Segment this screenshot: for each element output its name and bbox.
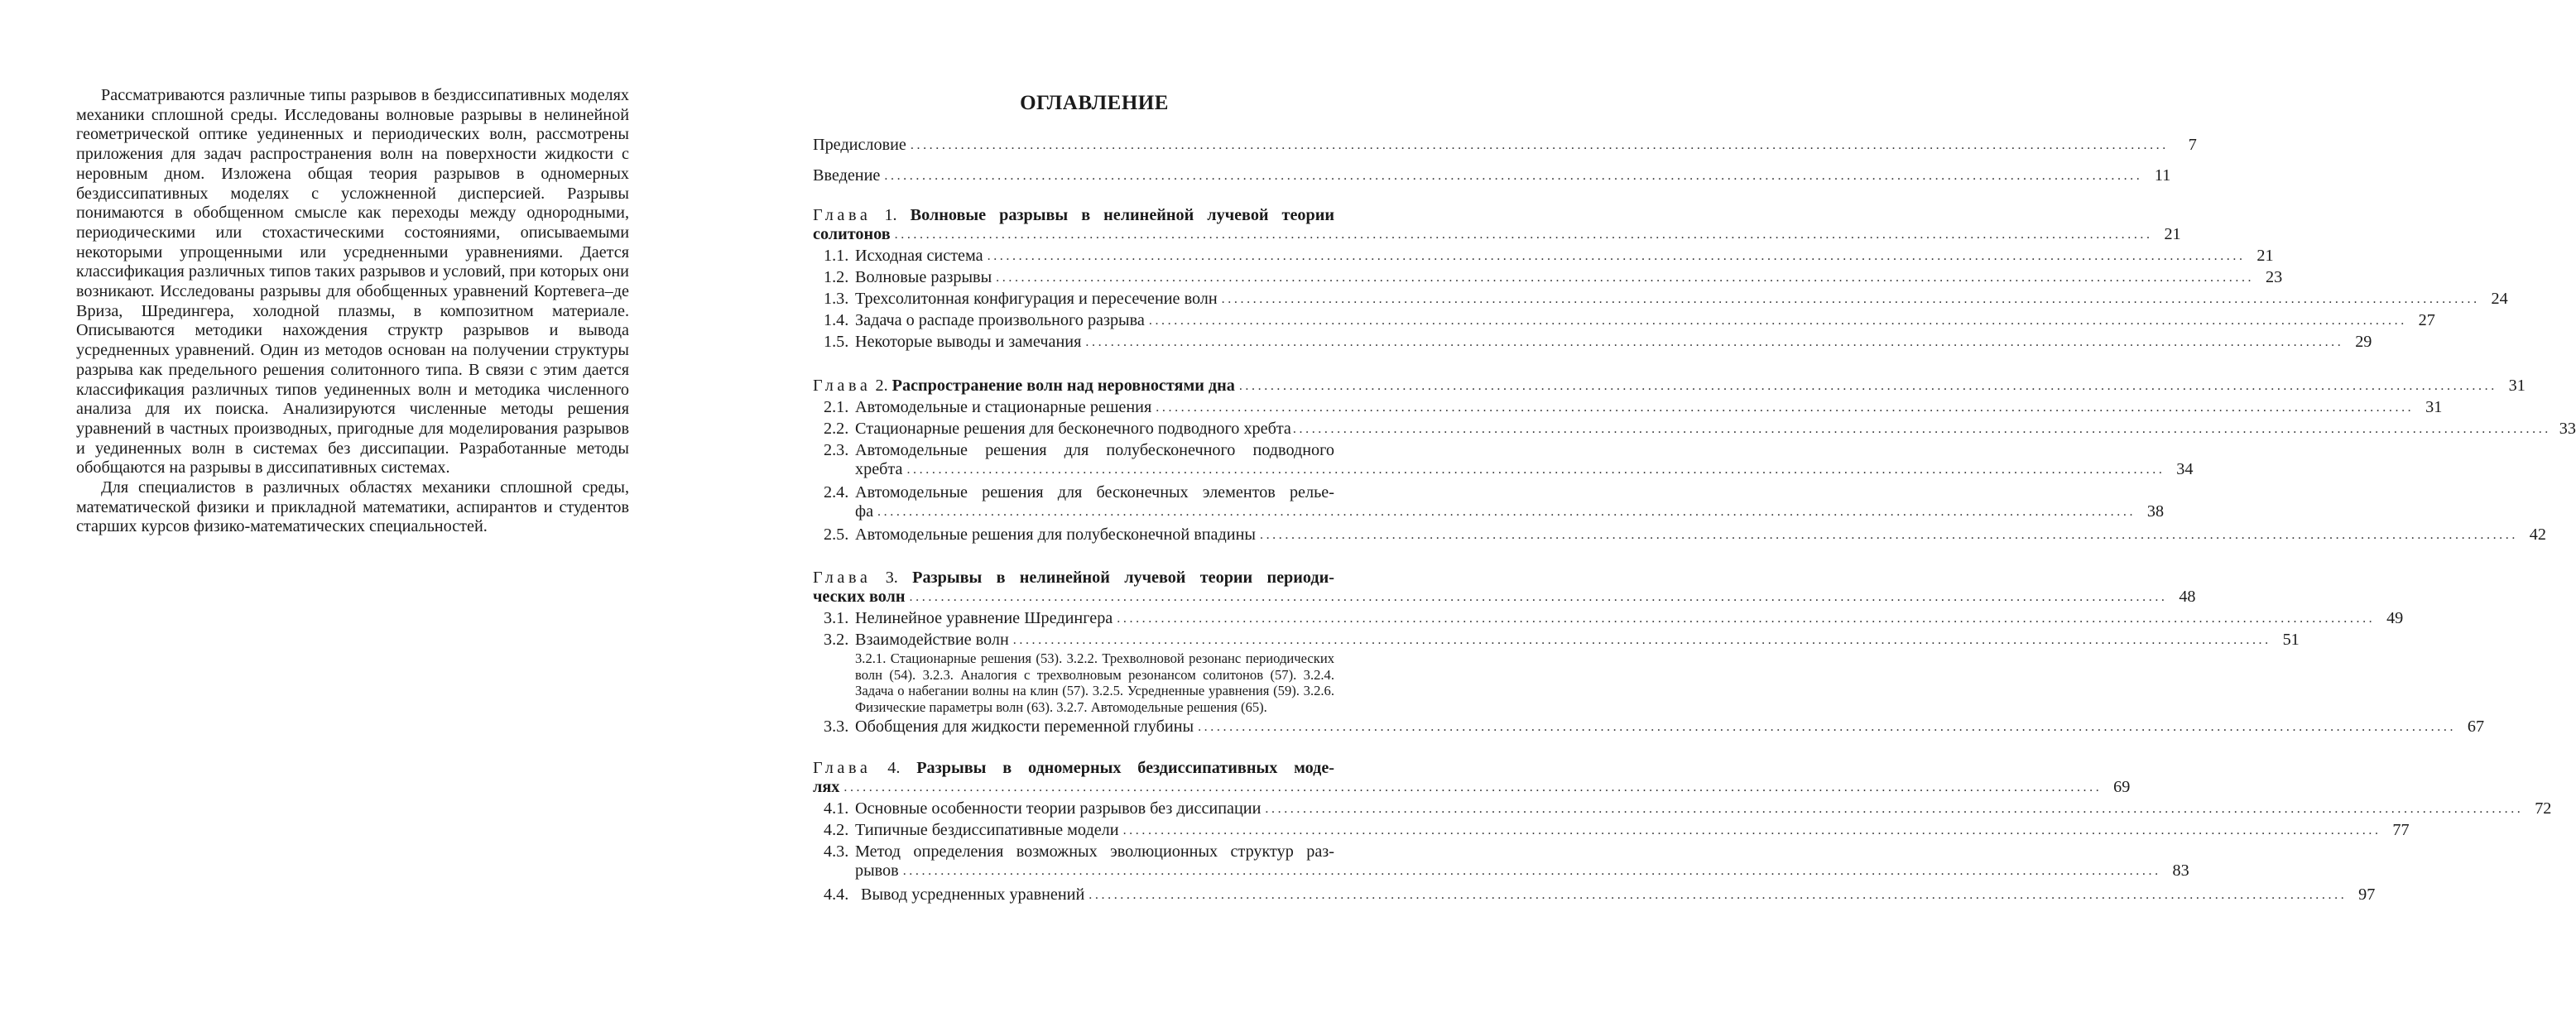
leader-dots: ........................................................................................................................................................................................................ [1156,401,2415,415]
chapter-number: 4. [887,759,901,778]
chapter-number: 2. [875,377,888,395]
toc-entry-label: Введение [813,166,881,185]
section-title: Автомодельные и стационарные решения [855,398,1152,416]
chapter-heading-continuation[interactable] [813,225,2181,244]
leader-dots: ........................................................................................................................................................................................................ [1221,292,2480,306]
chapter-title-continuation: лях [813,778,840,797]
section-title-continuation: рывов [855,861,899,881]
toc-entry-page: 69 [2113,778,2131,797]
section-title-continuation: фа [855,502,874,521]
chapter-heading[interactable] [813,569,1367,588]
chapter-title: Разрывы в одномерных бездиссипативных моде- [916,759,1335,778]
section-title: Типичные бездиссипативные модели [855,821,1119,840]
toc-entry-page: 21 [2164,225,2181,243]
leader-dots: ........................................................................................................................................................................................................ [1148,314,2407,328]
section-number: 4.4. [824,885,849,905]
toc-section[interactable] [813,311,2435,330]
toc-section[interactable] [813,525,2546,545]
chapter-heading[interactable] [813,206,1367,225]
chapter-prefix: Глава [813,206,872,224]
chapter-prefix: Глава [813,569,872,587]
leader-dots: ........................................................................................................................................................................................................ [909,590,2168,604]
leader-dots: ........................................................................................................................................................................................................ [906,463,2165,477]
leader-dots: ........................................................................................................................................................................................................ [1012,633,2271,647]
section-title: Основные особенности теории разрывов без диссипации [855,799,1262,818]
toc-entry-page: 24 [2491,290,2508,308]
section-title: Некоторые выводы и замечания [855,333,1082,351]
chapter-heading-continuation[interactable] [813,588,2196,607]
toc-entry-page: 33 [2559,420,2576,438]
chapter-title: Разрывы в нелинейной лучевой теории периоди- [912,569,1334,587]
leader-dots: ........................................................................................................................................................................................................ [1259,528,2518,542]
toc-entry-page: 31 [2508,377,2526,395]
leader-dots: ........................................................................................................................................................................................................ [877,505,2136,519]
toc-section[interactable] [813,441,2194,479]
toc-section[interactable] [813,799,2552,818]
toc-entry-page: 42 [2529,525,2546,544]
section-title: Взаимодействие волн [855,631,1009,649]
chapter-number: 3. [885,569,898,587]
toc-section[interactable] [813,842,2189,881]
section-number: 1.4. [824,311,849,329]
annotation-paragraph: Для специалистов в различных областях механики сплошной среды, математической физики и прикладной математики, аспирантов и студентов старших курсов физико-математических специальностей. [76,478,629,536]
toc-entry-page: 31 [2425,398,2443,416]
toc-entry-page: 11 [2154,166,2171,185]
section-title: Задача о распаде произвольного разрыва [855,311,1145,329]
section-number: 2.1. [824,398,849,416]
toc-entry-page: 83 [2172,861,2189,881]
leader-dots: ........................................................................................................................................................................................................ [996,271,2255,285]
section-number: 4.3. [824,842,849,861]
toc-entry-page: 48 [2179,588,2196,606]
leader-dots: ........................................................................................................................................................................................................ [1292,422,2551,436]
toc-title: ОГЛАВЛЕНИЕ [1020,92,1169,114]
toc-entry-page: 34 [2176,460,2194,478]
section-number: 3.1. [824,609,849,627]
section-title: Исходная система [855,247,983,265]
toc-entry-introduction[interactable] [813,166,2171,185]
toc-section[interactable] [813,290,2508,309]
toc-entry-page: 97 [2358,885,2376,905]
section-number: 1.5. [824,333,849,351]
toc-section[interactable] [813,821,2410,840]
section-title: Автомодельные решения для полубесконечного подводного [855,441,1334,459]
section-title: Нелинейное уравнение Шредингера [855,609,1113,627]
toc-section[interactable] [813,717,2485,737]
section-number: 2.2. [824,420,849,438]
toc-chapter-1 [813,206,2181,244]
section-title: Автомодельные решения для полубесконечной впадины [855,525,1256,544]
chapter-title: Волновые разрывы в нелинейной лучевой теории [910,206,1335,224]
toc-entry-page: 49 [2386,609,2404,627]
toc-entry-page: 67 [2467,717,2485,737]
leader-dots: ........................................................................................................................................................................................................ [1238,379,2497,393]
leader-dots: ........................................................................................................................................................................................................ [1117,612,2376,626]
leader-dots: ........................................................................................................................................................................................................ [843,780,2103,795]
leader-dots: ........................................................................................................................................................................................................ [1122,823,2381,838]
section-number: 1.1. [824,247,849,265]
section-number: 2.3. [824,441,849,459]
chapter-heading[interactable] [813,759,1367,778]
section-title: Автомодельные решения для бесконечных элементов релье- [855,483,1334,502]
toc-section[interactable] [813,885,2376,905]
toc-section[interactable] [813,333,2372,352]
chapter-prefix: Глава [813,759,872,778]
toc-entry-page: 51 [2282,631,2300,649]
leader-dots: ........................................................................................................................................................................................................ [910,138,2169,152]
section-title: Метод определения возможных эволюционных структур раз- [855,842,1334,861]
toc-entry-page: 38 [2146,502,2165,521]
chapter-heading-continuation[interactable] [813,778,2131,797]
toc-chapter-4 [813,759,2131,797]
leader-dots: ........................................................................................................................................................................................................ [987,249,2246,263]
toc-entry-page: 7 [2188,136,2197,154]
toc-entry-page: 77 [2392,821,2410,840]
toc-entry-page: 72 [2535,799,2552,818]
chapter-title-continuation: ческих волн [813,588,906,606]
toc-section[interactable] [813,631,2300,650]
subsection-list: 3.2.1. Стационарные решения (53). 3.2.2. Трехволновой резонанс периодических волн (54). 3.2.3. Аналогия с трехволновым резонансом солитонов (57). 3.2.4. Задача о набегании волны на клин (57). 3.2.5. Усредненные уравнения (59). 3.2.6. Физические параметры волн (63). 3.2.7. Автомодельные решения (65). [855,650,1334,715]
chapter-title: Распространение волн над неровностями дна [892,377,1235,395]
section-title-continuation: хребта [855,460,903,478]
leader-dots: ........................................................................................................................................................................................................ [1198,720,2457,735]
leader-dots: ........................................................................................................................................................................................................ [884,169,2143,183]
toc-entry-page: 23 [2265,268,2283,286]
section-number: 1.3. [824,290,849,308]
toc-section[interactable] [813,247,2274,266]
toc-entry-page: 29 [2355,333,2372,351]
section-title: Обобщения для жидкости переменной глубины [855,717,1194,737]
section-number: 4.2. [824,821,849,840]
section-title: Стационарные решения для бесконечного подводного хребта [855,420,1291,438]
chapter-prefix: Глава [813,377,872,395]
toc-entry-page: 27 [2418,311,2435,329]
section-title: Волновые разрывы [855,268,992,286]
section-number: 2.5. [824,525,849,544]
section-number: 3.3. [824,717,849,737]
section-title: Трехсолитонная конфигурация и пересечение волн [855,290,1218,308]
leader-dots: ........................................................................................................................................................................................................ [894,228,2153,242]
chapter-number: 1. [884,206,897,224]
toc-section[interactable] [813,268,2283,287]
annotation-paragraph: Рассматриваются различные типы разрывов в бездиссипативных моделях механики сплошной среды. Исследованы волновые разрывы в нелинейной геометрической оптике уединенных и периодических волн, рассмотрены приложения для задач распространения волн на поверхности жидкости с неровным дном. Изложена общая теория разрывов в одномерных бездиссипативных моделях с усложненной дисперсией. Разрывы понимаются в обобщенном смысле как переходы между однородными, периодическими или стохастическими состояниями, описываемыми некоторыми упрощенными или усредненными уравнениями. Дается классификация различных типов таких разрывов и условий, при которых они возникают. Исследованы разрывы для обобщенных уравнений Кортевега–де Вриза, Шредингера, холодной плазмы, в композитном материале. Описываются методики нахождения структр разрывов и вывода усредненных уравнений. Один из методов основан на получении структуры разрыва как предельного решения солитонного типа. В связи с этим дается классификация различных типов уединенных волн и методика численного анализа для их поиска. Анализируются численные методы решения уравнений в частных производных, пригодные для моделирования разрывов и уединенных волн в системах без диссипации. Разработанные методы обобщаются на разрывы в диссипативных системах. [76,86,629,478]
toc-chapter-3 [813,569,2196,607]
leader-dots: ........................................................................................................................................................................................................ [902,864,2161,879]
section-number: 2.4. [824,483,849,502]
toc-section[interactable] [813,483,2165,521]
chapter-heading[interactable] [813,377,2526,396]
toc-entry-label: Предисловие [813,136,906,154]
toc-entry-page: 21 [2256,247,2274,265]
chapter-title-continuation: солитонов [813,225,891,243]
toc-section[interactable] [813,609,2404,628]
toc-section[interactable] [813,420,2576,439]
leader-dots: ........................................................................................................................................................................................................ [1085,335,2344,349]
section-number: 1.2. [824,268,849,286]
toc-chapter-2 [813,377,2526,396]
section-number: 4.1. [824,799,849,818]
toc-section[interactable] [813,398,2443,417]
leader-dots: ........................................................................................................................................................................................................ [1089,888,2348,903]
leader-dots: ........................................................................................................................................................................................................ [1265,802,2524,817]
section-title: Вывод усредненных уравнений [861,885,1085,905]
section-number: 3.2. [824,631,849,649]
annotation [76,86,629,537]
table-of-contents [813,79,2576,905]
toc-entry-preface[interactable] [813,136,2197,155]
